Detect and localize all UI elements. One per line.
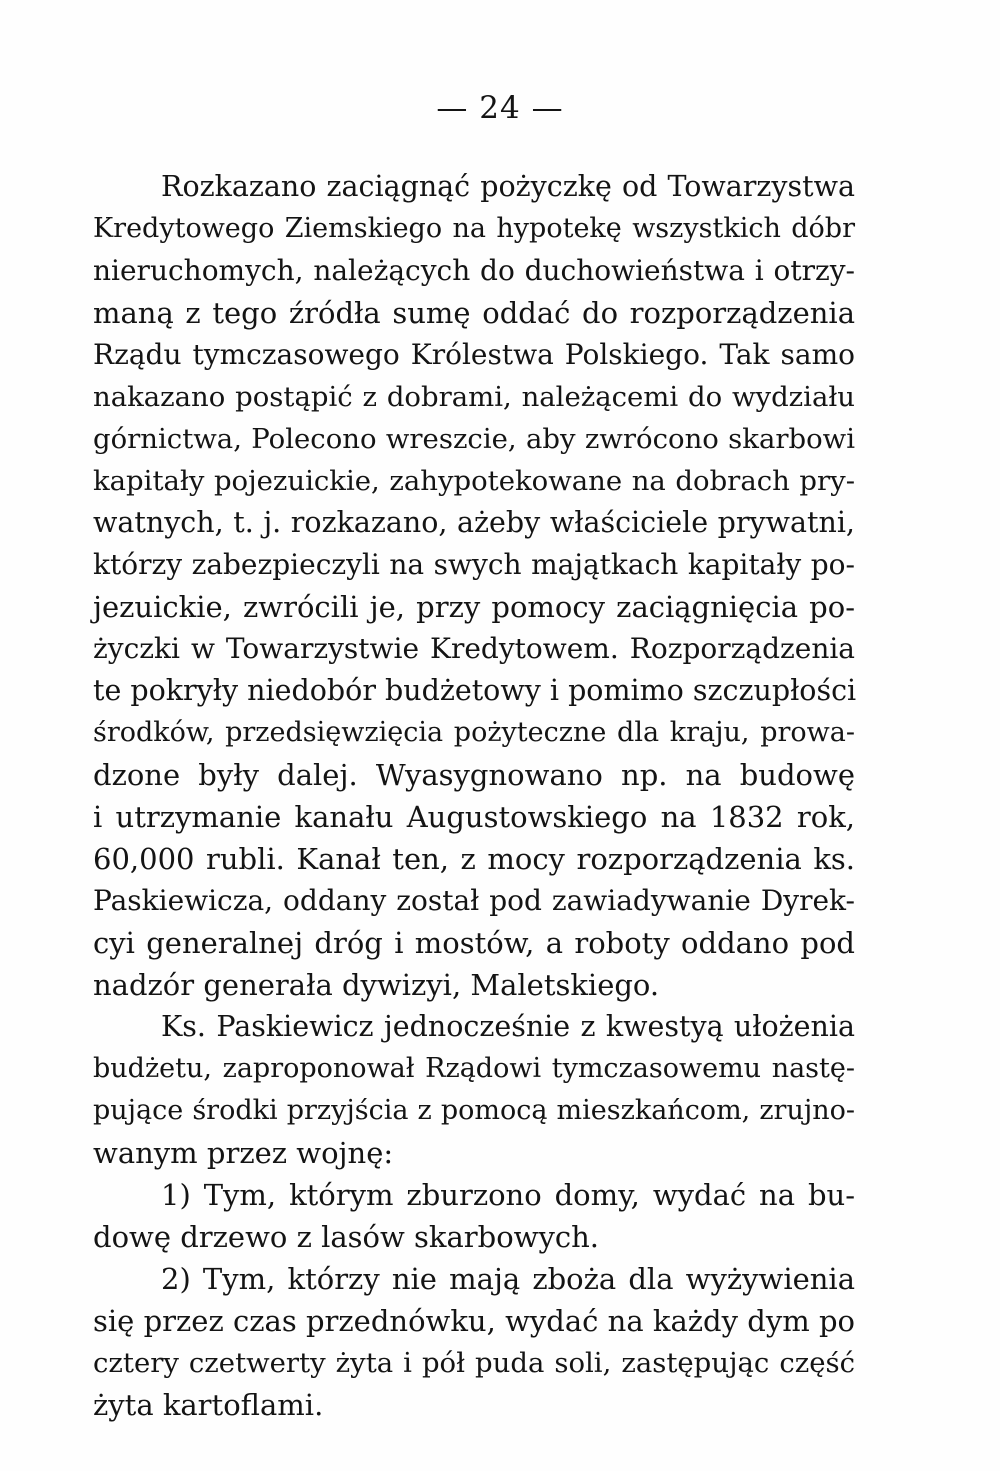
text-line: życzki w Towarzystwie Kredytowem. Rozporządzenia bbox=[93, 632, 855, 665]
text-line: budżetu, zaproponował Rządowi tymczasowemu nastę- bbox=[93, 1053, 855, 1084]
text-line: środków, przedsięwzięcia pożyteczne dla kraju, prowa- bbox=[93, 717, 855, 748]
text-line: Paskiewicza, oddany został pod zawiadywanie Dyrek- bbox=[93, 884, 855, 917]
text-line: wanym przez wojnę: bbox=[93, 1136, 394, 1170]
text-line: się przez czas przednówku, wydać na każdy dym po bbox=[93, 1304, 855, 1338]
text-line: nieruchomych, należących do duchowieństwa i otrzy- bbox=[93, 254, 855, 287]
text-line: górnictwa, Polecono wreszcie, aby zwrócono skarbowi bbox=[93, 423, 855, 455]
text-line: te pokryły niedobór budżetowy i pomimo szczupłości bbox=[93, 674, 857, 707]
text-line: 60,000 rubli. Kanał ten, z mocy rozporządzenia ks. bbox=[93, 842, 855, 876]
text-line: dowę drzewo z lasów skarbowych. bbox=[93, 1220, 600, 1254]
text-line: kapitały pojezuickie, zahypotekowane na dobrach pry- bbox=[93, 465, 855, 497]
text-line: nakazano postąpić z dobrami, należącemi do wydziału bbox=[93, 381, 855, 413]
text-line: pujące środki przyjścia z pomocą mieszkańcom, zrujno- bbox=[93, 1095, 855, 1126]
text-line: nadzór generała dywizyi, Maletskiego. bbox=[93, 968, 660, 1002]
text-line: którzy zabezpieczyli na swych majątkach kapitały po- bbox=[93, 548, 855, 581]
text-line: Kredytowego Ziemskiego na hypotekę wszystkich dóbr bbox=[93, 213, 855, 244]
text-line: i utrzymanie kanału Augustowskiego na 1832 rok, bbox=[93, 800, 855, 834]
text-line: Rządu tymczasowego Królestwa Polskiego. Tak samo bbox=[93, 338, 855, 371]
text-line: jezuickie, zwrócili je, przy pomocy zaciągnięcia po- bbox=[93, 590, 855, 624]
page-number: — 24 — bbox=[436, 90, 564, 126]
text-line: dzone były dalej. Wyasygnowano np. na budowę bbox=[93, 758, 855, 792]
text-line: cyi generalnej dróg i mostów, a roboty oddano pod bbox=[93, 926, 855, 960]
text-line: Rozkazano zaciągnąć pożyczkę od Towarzystwa bbox=[161, 170, 855, 203]
text-line: 1) Tym, którym zburzono domy, wydać na bu- bbox=[161, 1178, 855, 1212]
text-line: żyta kartoflami. bbox=[93, 1388, 324, 1422]
text-line: watnych, t. j. rozkazano, ażeby właściciele prywatni, bbox=[93, 506, 855, 539]
text-line: 2) Tym, którzy nie mają zboża dla wyżywienia bbox=[161, 1262, 855, 1296]
text-line: maną z tego źródła sumę oddać do rozporządzenia bbox=[93, 296, 855, 330]
text-line: Ks. Paskiewicz jednocześnie z kwestyą ułożenia bbox=[161, 1010, 855, 1043]
text-line: cztery czetwerty żyta i pół puda soli, zastępując część bbox=[93, 1347, 855, 1379]
